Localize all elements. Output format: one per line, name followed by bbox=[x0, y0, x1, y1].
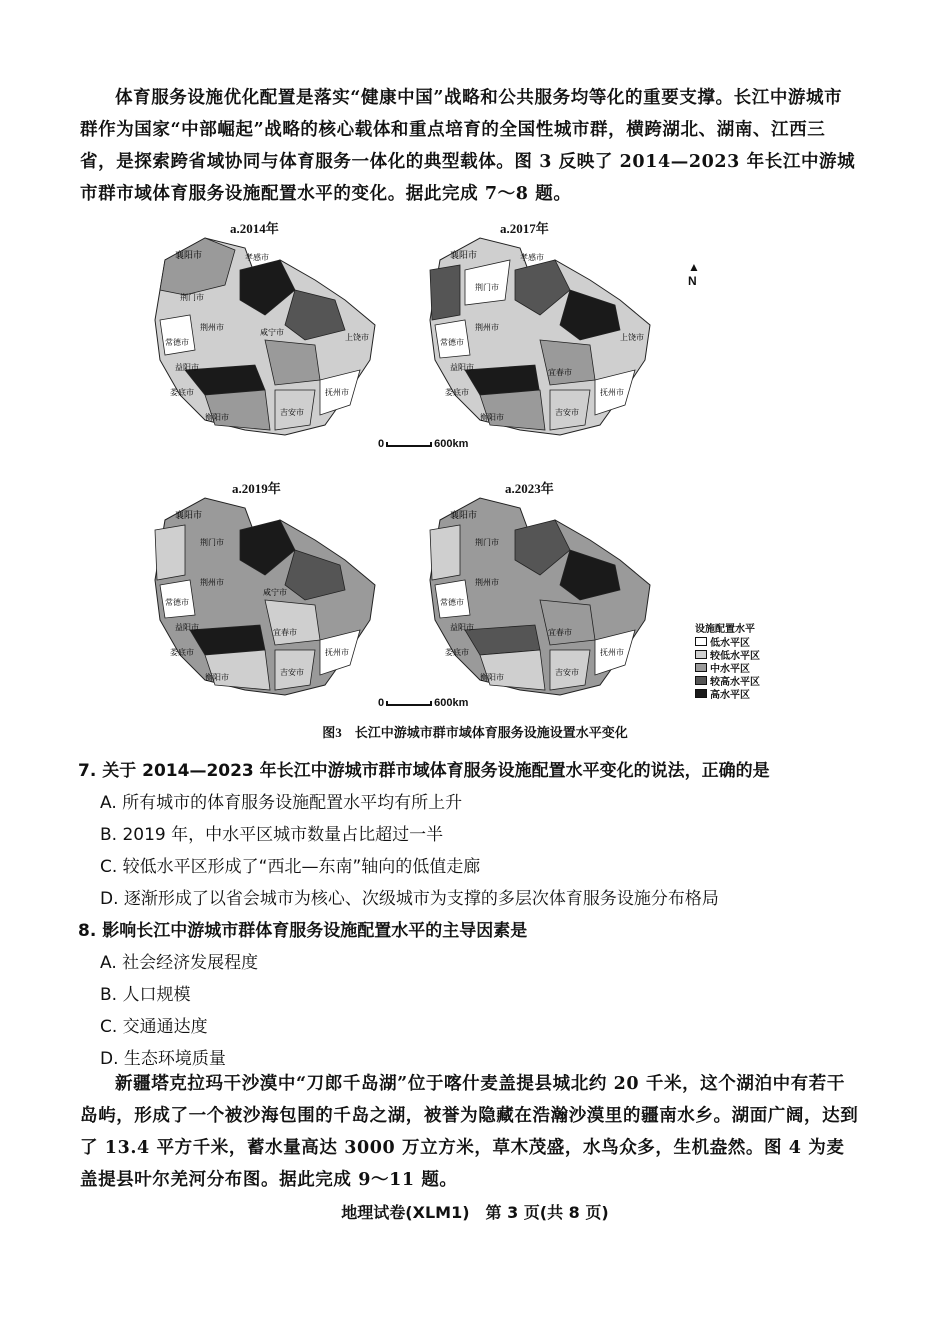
question-8-stem: 8. 影响长江中游城市群体育服务设施配置水平的主导因素是 bbox=[78, 921, 528, 941]
legend-swatch bbox=[695, 663, 707, 672]
legend-label: 中水平区 bbox=[710, 664, 750, 675]
scale-bar-top: 0 600km bbox=[378, 438, 469, 450]
map-label: 荆门市 bbox=[475, 283, 499, 292]
map-label: 益阳市 bbox=[450, 363, 474, 372]
map-label: 常德市 bbox=[440, 338, 464, 347]
map-label: 咸宁市 bbox=[260, 328, 284, 337]
map-label: 娄底市 bbox=[445, 648, 469, 657]
question-7-stem: 7. 关于 2014—2023 年长江中游城市群市域体育服务设施配置水平变化的说法，正确的是 bbox=[78, 761, 770, 781]
map-title-2023: a.2023年 bbox=[505, 481, 554, 496]
map-label: 襄阳市 bbox=[175, 511, 203, 521]
legend-label: 较低水平区 bbox=[710, 651, 760, 662]
question-7-option-a: A. 所有城市的体育服务设施配置水平均有所上升 bbox=[100, 793, 463, 813]
map-label: 荆门市 bbox=[180, 293, 204, 302]
map-label: 上饶市 bbox=[345, 333, 369, 342]
map-label: 宜春市 bbox=[273, 628, 297, 637]
map-2014 bbox=[145, 230, 385, 440]
map-label: 孝感市 bbox=[245, 253, 269, 262]
legend-label: 高水平区 bbox=[710, 690, 750, 701]
map-label: 常德市 bbox=[165, 598, 189, 607]
question-7-option-c: C. 较低水平区形成了“西北—东南”轴向的低值走廊 bbox=[100, 857, 481, 877]
map-label: 襄阳市 bbox=[175, 251, 203, 261]
map-label: 衡阳市 bbox=[205, 673, 229, 682]
map-label: 衡阳市 bbox=[205, 413, 229, 422]
figure-caption: 图3 长江中游城市群市域体育服务设施设置水平变化 bbox=[322, 725, 628, 740]
map-label: 襄阳市 bbox=[450, 511, 478, 521]
map-legend bbox=[695, 620, 760, 700]
legend-label: 低水平区 bbox=[710, 638, 750, 649]
map-label: 常德市 bbox=[165, 338, 189, 347]
map-label: 襄阳市 bbox=[450, 251, 478, 261]
map-label: 娄底市 bbox=[170, 648, 194, 657]
map-label: 荆州市 bbox=[200, 323, 224, 332]
map-label: 娄底市 bbox=[445, 388, 469, 397]
map-2017 bbox=[420, 230, 660, 440]
map-2023 bbox=[420, 490, 660, 700]
map-label: 益阳市 bbox=[175, 363, 199, 372]
legend-swatch bbox=[695, 676, 707, 685]
legend-title: 设施配置水平 bbox=[695, 624, 755, 635]
legend-swatch bbox=[695, 650, 707, 659]
scale-bar-bottom: 0 600km bbox=[378, 697, 469, 709]
map-label: 荆门市 bbox=[475, 538, 499, 547]
map-title-2017: a.2017年 bbox=[500, 221, 549, 236]
intro-paragraph-2: 新疆塔克拉玛干沙漠中“刀郎千岛湖”位于喀什麦盖提县城北约 20 千米，这个湖泊中有若干岛屿，形成了一个被沙海包围的千岛之湖，被誉为隐藏在浩瀚沙漠里的疆南水乡。湖面广阔，达到了 13.4 平方千米，蓄水量高达 3000 万立方米，草木茂盛，水鸟众多，生机盎然。图 4 为麦盖提县叶尔羌河分布图。据此完成 9～11 题。 bbox=[80, 1074, 859, 1190]
map-label: 常德市 bbox=[440, 598, 464, 607]
map-label: 抚州市 bbox=[600, 388, 624, 397]
map-title-2014: a.2014年 bbox=[230, 221, 279, 236]
map-2019 bbox=[145, 490, 385, 700]
map-label: 吉安市 bbox=[280, 408, 304, 417]
question-8-option-d: D. 生态环境质量 bbox=[100, 1049, 226, 1069]
legend-swatch bbox=[695, 637, 707, 646]
map-label: 荆门市 bbox=[200, 538, 224, 547]
map-label: 孝感市 bbox=[520, 253, 544, 262]
question-8-option-a: A. 社会经济发展程度 bbox=[100, 953, 259, 973]
map-label: 抚州市 bbox=[325, 388, 349, 397]
map-label: 衡阳市 bbox=[480, 413, 504, 422]
legend-label: 较高水平区 bbox=[710, 677, 760, 688]
map-label: 益阳市 bbox=[175, 623, 199, 632]
map-label: 益阳市 bbox=[450, 623, 474, 632]
map-label: 吉安市 bbox=[555, 668, 579, 677]
question-8-option-c: C. 交通通达度 bbox=[100, 1017, 208, 1037]
intro-paragraph: 体育服务设施优化配置是落实“健康中国”战略和公共服务均等化的重要支撑。长江中游城市群作为国家“中部崛起”战略的核心载体和重点培育的全国性城市群，横跨湖北、湖南、江西三省，是探索跨省域协同与体育服务一体化的典型载体。图 3 反映了 2014—2023 年长江中游城市群市域体育服务设施配置水平的变化。据此完成 7～8 题。 bbox=[80, 88, 856, 204]
map-label: 吉安市 bbox=[280, 668, 304, 677]
map-label: 荆州市 bbox=[475, 578, 499, 587]
map-label: 上饶市 bbox=[620, 333, 644, 342]
map-label: 吉安市 bbox=[555, 408, 579, 417]
north-arrow: ▲ N bbox=[688, 260, 700, 288]
map-label: 抚州市 bbox=[325, 648, 349, 657]
question-7-option-b: B. 2019 年，中水平区城市数量占比超过一半 bbox=[100, 825, 444, 845]
map-title-2019: a.2019年 bbox=[232, 481, 281, 496]
legend-swatch bbox=[695, 689, 707, 698]
map-label: 娄底市 bbox=[170, 388, 194, 397]
map-label: 咸宁市 bbox=[263, 588, 287, 597]
map-label: 宜春市 bbox=[548, 628, 572, 637]
map-label: 衡阳市 bbox=[480, 673, 504, 682]
map-label: 荆州市 bbox=[475, 323, 499, 332]
question-8-option-b: B. 人口规模 bbox=[100, 985, 191, 1005]
page-footer: 地理试卷(XLM1) 第 3 页(共 8 页) bbox=[341, 1203, 609, 1222]
map-label: 荆州市 bbox=[200, 578, 224, 587]
map-label: 抚州市 bbox=[600, 648, 624, 657]
map-label: 宜春市 bbox=[548, 368, 572, 377]
question-7-option-d: D. 逐渐形成了以省会城市为核心、次级城市为支撑的多层次体育服务设施分布格局 bbox=[100, 889, 719, 909]
